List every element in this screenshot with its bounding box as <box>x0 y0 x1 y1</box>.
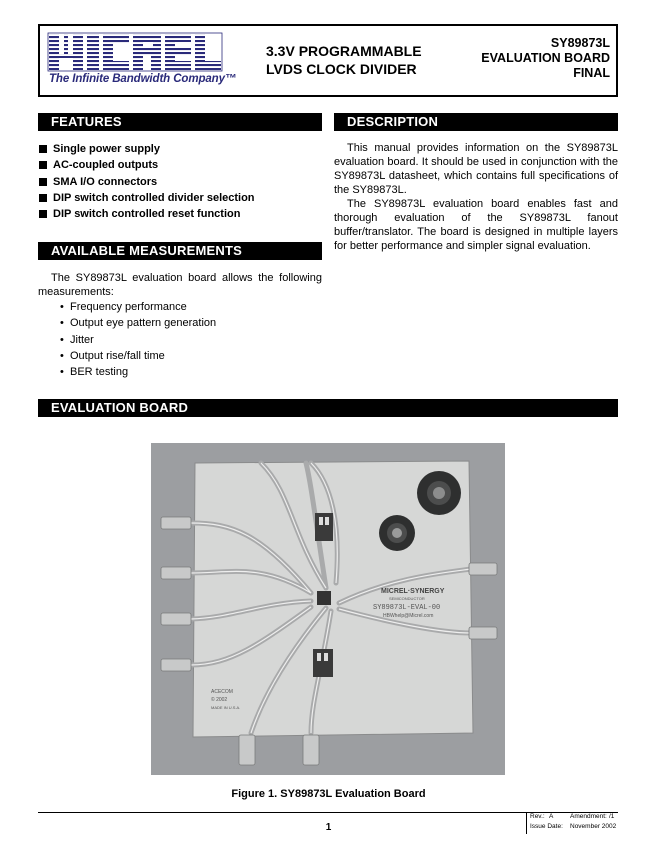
revision-box <box>526 812 618 834</box>
measurement-item: • Frequency performance <box>60 299 216 315</box>
board-year-label: © 2002 <box>211 697 228 703</box>
board-email-label: HBWhelp@Micrel.com <box>383 613 434 619</box>
features-heading: FEATURES <box>38 113 322 131</box>
bullet-dot-icon: • <box>60 301 64 313</box>
rev-value: A <box>549 813 554 820</box>
square-bullet-icon <box>39 178 47 186</box>
measurement-item: • BER testing <box>60 364 216 380</box>
feature-item: Single power supply <box>38 141 328 157</box>
bullet-dot-icon: • <box>60 349 64 362</box>
figure-caption: Figure 1. SY89873L Evaluation Board <box>231 788 426 800</box>
bullet-dot-icon: • <box>60 333 64 346</box>
measurements-list <box>60 299 216 380</box>
measurement-item: • Output rise/fall time <box>60 348 216 364</box>
bullet-dot-icon: • <box>60 317 64 330</box>
issue-value: November 2002 <box>570 823 617 830</box>
amendment-label: Amendment: <box>570 813 607 820</box>
issue-label: Issue Date: <box>530 823 563 830</box>
description-paragraph-1: This manual provides information on the SY89873L evaluation board. It should be used in conjunction with the SY89873L datasheet, which contains full specifications of the SY89873L. <box>334 142 618 196</box>
board-illustration <box>151 443 505 775</box>
description-heading: DESCRIPTION <box>334 113 618 131</box>
document-title <box>266 42 466 78</box>
square-bullet-icon <box>39 210 47 218</box>
feature-item: DIP switch controlled reset function <box>38 206 328 222</box>
rev-label: Rev.: <box>530 813 545 820</box>
doc-type: EVALUATION BOARD <box>481 51 610 65</box>
measurement-item: • Output eye pattern generation <box>60 315 216 331</box>
features-list <box>38 141 328 222</box>
micrel-logo <box>47 32 237 92</box>
feature-item: AC-coupled outputs <box>38 157 328 173</box>
square-bullet-icon <box>39 194 47 202</box>
feature-item: SMA I/O connectors <box>38 174 328 190</box>
part-number: SY89873L <box>550 36 610 50</box>
measurements-intro: The SY89873L evaluation board allows the following measurements: <box>38 272 322 298</box>
doc-status: FINAL <box>573 66 610 80</box>
document-meta <box>440 36 610 81</box>
feature-item: DIP switch controlled divider selection <box>38 190 328 206</box>
board-part-label: SY89873L-EVAL-00 <box>373 604 441 612</box>
title-line-1: 3.3V PROGRAMMABLE <box>266 43 422 59</box>
measurements-heading: AVAILABLE MEASUREMENTS <box>38 242 322 260</box>
bullet-dot-icon: • <box>60 366 64 379</box>
board-maker-label: ACECOM <box>211 689 233 695</box>
board-brand-sub: SEMICONDUCTOR <box>389 596 425 601</box>
square-bullet-icon <box>39 161 47 169</box>
evaluation-board-photo <box>151 443 505 775</box>
amendment-value: /1 <box>609 813 615 820</box>
description-paragraph-2: The SY89873L evaluation board enables fast and thorough evaluation of the SY89873L fanout buffer/translator. The board is designed in multiple layers for better performance and simpler signal evaluation. <box>334 198 618 252</box>
company-tagline: The Infinite Bandwidth Company™ <box>49 73 237 85</box>
ic-chip <box>317 591 331 605</box>
square-bullet-icon <box>39 145 47 153</box>
page-number: 1 <box>325 822 332 833</box>
board-brand: MICREL·SYNERGY <box>381 588 445 595</box>
measurement-item: • Jitter <box>60 332 216 348</box>
title-line-2: LVDS CLOCK DIVIDER <box>266 61 417 77</box>
board-origin-label: MADE IN U.S.A. <box>211 705 241 710</box>
evaluation-board-heading: EVALUATION BOARD <box>38 399 618 417</box>
logo-wordmark-graphic <box>47 32 225 72</box>
